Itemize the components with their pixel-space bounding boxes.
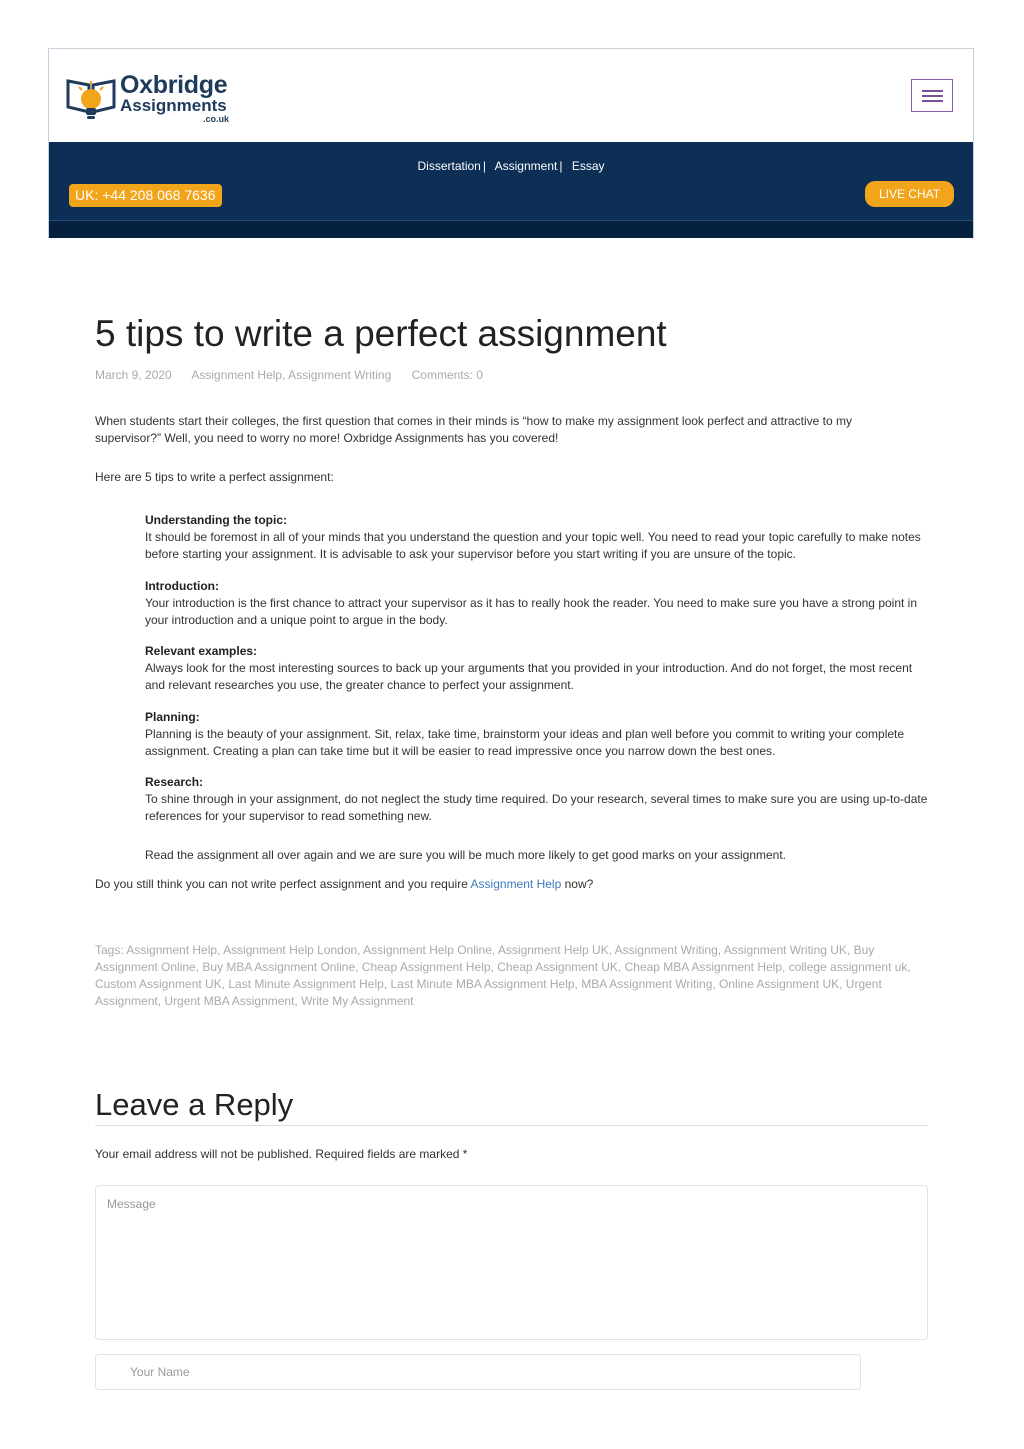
tip-text: Always look for the most interesting sources to back up your arguments that you provided in your introduction. And do not forget, the most recent and relevant researches you use, the greater chance to perfect your assignment. (145, 661, 913, 692)
post-comments-count: Comments: 0 (411, 368, 483, 382)
tip-heading: Relevant examples: (145, 644, 258, 658)
tip-heading: Introduction: (145, 579, 219, 593)
tip-heading: Planning: (145, 710, 200, 724)
nav-link-essay[interactable]: Essay (571, 159, 605, 173)
live-chat-button[interactable]: LIVE CHAT (865, 181, 954, 207)
tip-item (145, 709, 930, 760)
tip-text: Your introduction is the first chance to attract your supervisor as it has to really hook the reader. You need to make sure you have a strong point in your introduction and a unique point to argue in the body. (145, 596, 918, 627)
hamburger-menu-button[interactable] (911, 79, 953, 112)
post-question (95, 876, 925, 893)
required-fields-notice: Your email address will not be published. Required fields are marked * (95, 1147, 468, 1161)
reply-heading: Leave a Reply (95, 1087, 294, 1122)
tip-text: It should be foremost in all of your minds that you understand the question and your topic well. You need to read your topic carefully to make notes before starting your assignment. It is advisable to ask your supervisor before you start writing if you are unsure of the topic. (145, 530, 921, 561)
hamburger-menu-icon (922, 100, 943, 102)
post-date: March 9, 2020 (95, 368, 172, 382)
main-nav (49, 142, 973, 220)
tip-item (145, 512, 930, 563)
post-categories-link[interactable]: Assignment Help, Assignment Writing (191, 368, 392, 382)
tip-item (145, 578, 930, 629)
nav-bottom-strip (49, 220, 973, 238)
top-bar (49, 49, 973, 142)
tip-item (145, 643, 930, 694)
site-header (48, 48, 974, 238)
hamburger-menu-icon (922, 90, 943, 92)
post-closing: Read the assignment all over again and we are sure you will be much more likely to get good marks on your assignment. (145, 848, 786, 862)
logo-wordmark-line1: Oxbridge (120, 71, 228, 99)
post-intro: When students start their colleges, the first question that comes in their minds is “how to make my assignment look perfect and attractive to my supervisor?” Well, you need to worry no more! Oxbridge Assignments has you covered! (95, 414, 853, 445)
post-title: 5 tips to write a perfect assignment (95, 313, 667, 354)
logo-wordmark-line2: Assignments (120, 96, 227, 115)
nav-separator: | (559, 159, 563, 173)
tip-item (145, 774, 930, 825)
logo-domain: .co.uk (203, 114, 230, 124)
assignment-help-link[interactable]: Assignment Help (470, 877, 562, 891)
divider (95, 1125, 928, 1126)
post-tags (95, 942, 920, 1010)
nav-separator: | (482, 159, 486, 173)
hamburger-menu-icon (922, 95, 943, 97)
name-input[interactable] (95, 1354, 861, 1390)
tip-text: To shine through in your assignment, do not neglect the study time required. Do your research, several times to make sure you are using up-to-date references for your supervisor to read something new. (145, 792, 928, 823)
nav-link-assignment[interactable]: Assignment (494, 159, 558, 173)
post-meta (95, 368, 500, 382)
tip-heading: Understanding the topic: (145, 513, 287, 527)
nav-link-dissertation[interactable]: Dissertation (417, 159, 481, 173)
site-logo[interactable] (65, 69, 245, 127)
message-textarea[interactable] (95, 1185, 928, 1340)
nav-links (49, 159, 973, 173)
phone-number-button[interactable]: UK: +44 208 068 7636 (69, 184, 222, 207)
question-text-after: now? (561, 877, 594, 891)
tip-heading: Research: (145, 775, 204, 789)
tags-label: Tags: (95, 943, 127, 957)
question-text-before: Do you still think you can not write perfect assignment and you require (95, 877, 471, 891)
tag-links[interactable]: Assignment Help, Assignment Help London, Assignment Help Online, Assignment Help UK, Assignment Writing, Assignment Writing UK, Buy Assignment Online, Buy MBA Assignment Online, Cheap Assignment Help, Cheap Assignment UK, Cheap MBA Assignment Help, college assignment uk, Custom Assignment UK, Last Minute Assignment Help, Last Minute MBA Assignment Help, MBA Assignment Writing, Online Assignment UK, Urgent Assignment, Urgent MBA Assignment, Write My Assignment (95, 943, 911, 1008)
lightbulb-book-logo-icon (65, 69, 117, 127)
tip-text: Planning is the beauty of your assignment. Sit, relax, take time, brainstorm your ideas and plan well before you commit to writing your complete assignment. Creating a plan can take time but it will be easier to read impressive once you narrow down the best ones. (145, 727, 905, 758)
post-lead: Here are 5 tips to write a perfect assignment: (95, 470, 334, 484)
